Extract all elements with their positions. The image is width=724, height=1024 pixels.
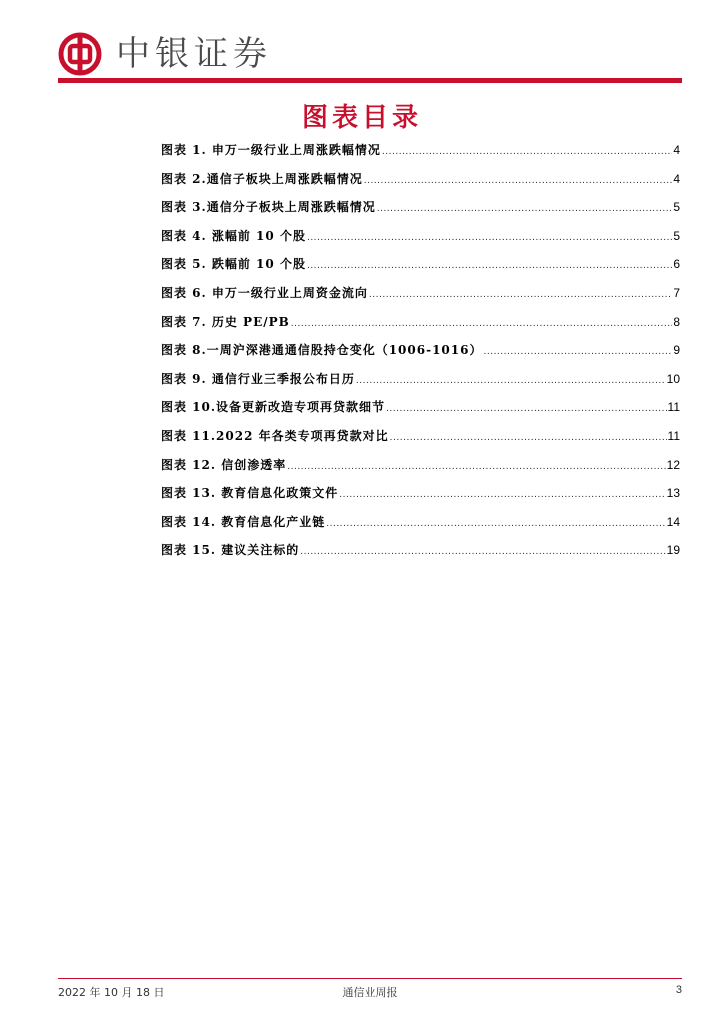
toc-entry-page: 11	[667, 400, 680, 415]
toc-dot-leader	[483, 342, 672, 362]
toc-entry[interactable]	[161, 365, 680, 394]
toc-entry[interactable]	[161, 536, 680, 565]
toc-entry-label: 图表 4. 涨幅前 10 个股	[161, 228, 306, 243]
toc-entry-page: 4	[673, 143, 680, 157]
toc-entry-label: 图表 9. 通信行业三季报公布日历	[161, 371, 355, 386]
toc-dot-leader	[300, 542, 665, 562]
toc-entry-page: 14	[666, 514, 680, 529]
toc-entry-label: 图表 6. 申万一级行业上周资金流向	[161, 285, 368, 300]
toc-entry-label: 图表 13. 教育信息化政策文件	[161, 486, 339, 501]
brand-name: 中银证券	[116, 34, 272, 74]
toc-entry[interactable]	[161, 222, 680, 251]
toc-dot-leader	[386, 399, 666, 419]
toc-entry[interactable]	[161, 336, 680, 365]
toc-entry-page: 19	[666, 543, 680, 558]
toc-entry-label: 图表 11.2022 年各类专项再贷款对比	[161, 428, 389, 443]
footer-divider	[58, 978, 682, 979]
toc-dot-leader	[390, 428, 667, 448]
brand-logo	[58, 34, 272, 74]
toc-entry-label: 图表 12. 信创渗透率	[161, 457, 287, 472]
toc-dot-leader	[356, 371, 666, 391]
toc-entry[interactable]	[161, 393, 680, 422]
toc-dot-leader	[326, 514, 665, 534]
toc-entry-label: 图表 1. 申万一级行业上周涨跌幅情况	[161, 143, 381, 157]
toc-entry-page: 12	[666, 457, 680, 472]
page-footer	[58, 984, 682, 1000]
toc-entry[interactable]	[161, 165, 680, 194]
toc-dot-leader	[369, 285, 672, 305]
toc-entry[interactable]	[161, 279, 680, 308]
footer-report-name: 通信业周报	[342, 986, 398, 999]
toc-dot-leader	[364, 171, 673, 191]
toc-entry-page: 7	[673, 285, 680, 300]
toc-entry-label: 图表 8.一周沪深港通通信股持仓变化（1006-1016）	[161, 343, 483, 358]
toc-entry[interactable]	[161, 451, 680, 480]
toc-entry-label: 图表 3.通信分子板块上周涨跌幅情况	[161, 200, 376, 215]
header-divider	[58, 78, 682, 83]
footer-date: 2022 年 10 月 18 日	[58, 986, 165, 999]
toc-entry-page: 11	[667, 428, 680, 443]
toc-entry-page: 13	[666, 486, 680, 501]
toc-entry-label: 图表 14. 教育信息化产业链	[161, 514, 326, 529]
toc-entry-page: 5	[673, 200, 680, 215]
toc-entry-label: 图表 7. 历史 PE/PB	[161, 314, 290, 329]
toc-entry[interactable]	[161, 308, 680, 337]
toc-entry[interactable]	[161, 250, 680, 279]
toc-entry[interactable]	[161, 136, 680, 165]
toc-entry-page: 8	[673, 314, 680, 329]
toc-entry-page: 5	[673, 228, 680, 243]
toc-entry-label: 图表 5. 跌幅前 10 个股	[161, 257, 306, 272]
toc-entry[interactable]	[161, 422, 680, 451]
page-title: 图表目录	[301, 103, 422, 133]
toc-entry-page: 4	[673, 171, 680, 186]
toc-entry-page: 9	[673, 343, 680, 358]
toc-entry-label: 图表 10.设备更新改造专项再贷款细节	[161, 400, 386, 415]
figure-toc	[161, 136, 680, 565]
toc-dot-leader	[382, 142, 672, 162]
toc-entry-page: 6	[673, 257, 680, 272]
toc-dot-leader	[287, 457, 665, 477]
bank-of-china-logo-icon	[58, 32, 102, 76]
toc-entry-label: 图表 2.通信子板块上周涨跌幅情况	[161, 171, 363, 186]
toc-dot-leader	[307, 228, 672, 248]
toc-entry[interactable]	[161, 193, 680, 222]
footer-page-number: 3	[675, 984, 682, 996]
toc-dot-leader	[339, 485, 665, 505]
toc-entry-page: 10	[666, 371, 680, 386]
toc-dot-leader	[291, 314, 673, 334]
toc-entry[interactable]	[161, 479, 680, 508]
toc-dot-leader	[377, 199, 673, 219]
toc-entry-label: 图表 15. 建议关注标的	[161, 543, 300, 558]
toc-entry[interactable]	[161, 508, 680, 537]
toc-dot-leader	[307, 256, 672, 276]
